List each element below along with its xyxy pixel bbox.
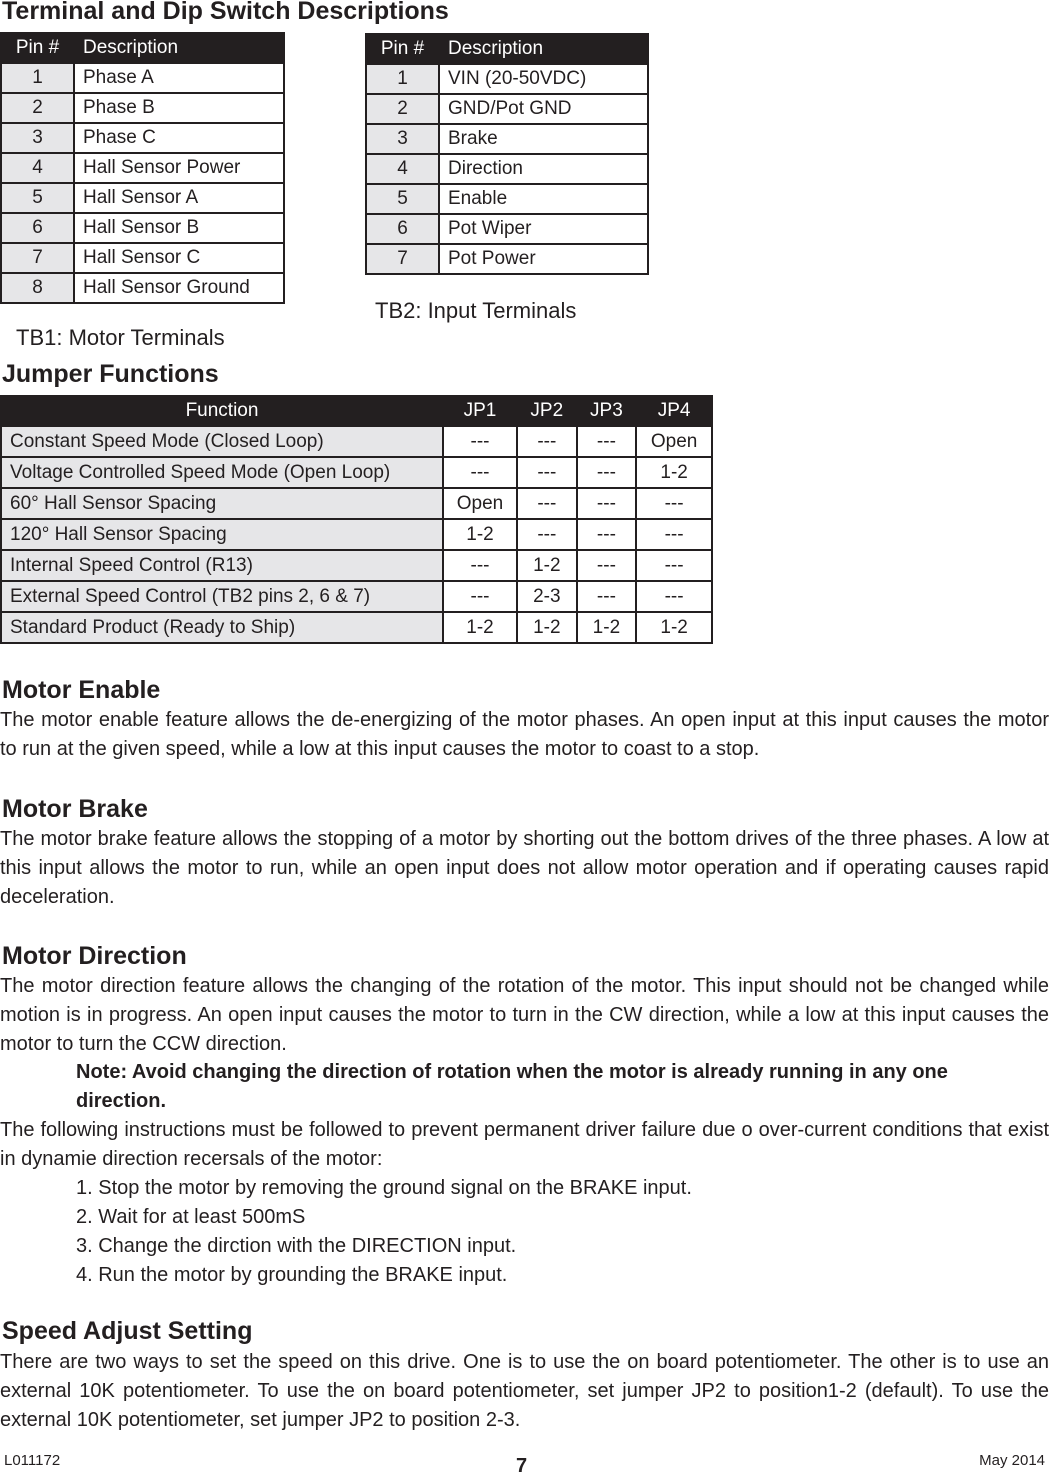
pin-cell: 5 [366,184,439,214]
function-cell: Standard Product (Ready to Ship) [1,612,443,643]
pin-cell: 4 [1,153,74,183]
function-cell: Constant Speed Mode (Closed Loop) [1,426,443,457]
table-row [1,581,712,612]
description-cell: Hall Sensor Power [74,153,284,183]
jumper-cell: Open [636,426,712,457]
table-row [366,184,648,214]
col-header: Pin # [1,33,74,63]
direction-heading: Motor Direction [2,942,187,970]
description-cell: Direction [439,154,648,184]
pin-cell: 7 [366,244,439,274]
table-row [366,124,648,154]
description-cell: Phase B [74,93,284,123]
function-cell: Internal Speed Control (R13) [1,550,443,581]
table-row [1,123,284,153]
table-row [366,244,648,274]
jumper-cell: 1-2 [577,612,637,643]
tb2-table [365,33,649,275]
tb2-caption: TB2: Input Terminals [375,298,577,323]
jumper-cell: --- [577,488,637,519]
jumper-cell: 1-2 [517,612,577,643]
table-row [1,273,284,303]
jumper-cell: --- [517,519,577,550]
jumper-cell: 1-2 [636,612,712,643]
table-row [366,214,648,244]
step-item: 4. Run the motor by grounding the BRAKE input. [76,1264,508,1286]
table-row [1,63,284,93]
function-cell: Voltage Controlled Speed Mode (Open Loop) [1,457,443,488]
col-header: Pin # [366,34,439,64]
table-row [1,426,712,457]
jumper-cell: --- [443,426,517,457]
enable-text: The motor enable feature allows the de-energizing of the motor phases. An open input at this input causes the motor to run at the given speed, while a low at this input causes the motor to coast to a stop. [0,709,1049,760]
jumper-cell: 1-2 [443,612,517,643]
pin-cell: 7 [1,243,74,273]
description-cell: Hall Sensor Ground [74,273,284,303]
jumper-cell: --- [636,488,712,519]
direction-note: Note: Avoid changing the direction of rotation when the motor is already running in any one direction. [76,1061,948,1112]
jumper-cell: --- [636,550,712,581]
description-cell: VIN (20-50VDC) [439,64,648,94]
table-row [366,154,648,184]
description-cell: Pot Wiper [439,214,648,244]
description-cell: GND/Pot GND [439,94,648,124]
pin-cell: 2 [366,94,439,124]
page-number: 7 [516,1455,528,1476]
step-item: 1. Stop the motor by removing the ground signal on the BRAKE input. [76,1177,692,1199]
brake-text: The motor brake feature allows the stopping of a motor by shorting out the bottom drives of the three phases. A low at this input allows the motor to run, while an open input does not allow motor operation and if operating causes rapid deceleration. [0,828,1049,908]
jumper-cell: --- [443,550,517,581]
pin-cell: 4 [366,154,439,184]
table-row [1,153,284,183]
jumper-cell: --- [517,457,577,488]
table-row [1,550,712,581]
enable-heading: Motor Enable [2,676,161,704]
jumper-cell: 2-3 [517,581,577,612]
pin-cell: 3 [366,124,439,154]
speed-heading: Speed Adjust Setting [2,1317,253,1345]
table-row [1,213,284,243]
col-header: JP4 [636,396,712,426]
jumper-heading: Jumper Functions [2,360,219,388]
jumper-cell: --- [517,426,577,457]
jumper-cell: --- [517,488,577,519]
description-cell: Hall Sensor B [74,213,284,243]
jumper-cell: --- [577,457,637,488]
tb1-caption: TB1: Motor Terminals [16,325,225,350]
description-cell: Phase C [74,123,284,153]
table-row [1,457,712,488]
jumper-cell: --- [577,426,637,457]
table-row [366,64,648,94]
description-cell: Hall Sensor A [74,183,284,213]
jumper-cell: Open [443,488,517,519]
pin-cell: 1 [366,64,439,94]
step-item: 3. Change the dirction with the DIRECTION input. [76,1235,517,1257]
jumper-cell: --- [443,457,517,488]
jumper-cell: --- [636,581,712,612]
jumper-cell: --- [443,581,517,612]
col-header: JP3 [577,396,637,426]
description-cell: Pot Power [439,244,648,274]
doc-number: L011172 [4,1452,61,1469]
speed-text: There are two ways to set the speed on this drive. One is to use the on board potentiometer. The other is to use an external 10K potentiometer. To use the on board potentiometer, set jumper JP2 to position1-2 (default). To use the external 10K potentiometer, set jumper JP2 to position 2-3. [0,1351,1049,1431]
pin-cell: 8 [1,273,74,303]
function-cell: External Speed Control (TB2 pins 2, 6 & 7) [1,581,443,612]
description-cell: Hall Sensor C [74,243,284,273]
description-cell: Enable [439,184,648,214]
page-title: Terminal and Dip Switch Descriptions [2,0,449,25]
col-header: JP1 [443,396,517,426]
description-cell: Brake [439,124,648,154]
jumper-cell: 1-2 [517,550,577,581]
table-row [1,183,284,213]
pin-cell: 6 [366,214,439,244]
jumper-cell: 1-2 [636,457,712,488]
pin-cell: 6 [1,213,74,243]
col-header: Function [1,396,443,426]
table-row [366,94,648,124]
step-item: 2. Wait for at least 500mS [76,1206,306,1228]
table-row [1,612,712,643]
description-cell: Phase A [74,63,284,93]
table-row [1,243,284,273]
col-header: Description [439,34,648,64]
jumper-table [0,395,713,644]
pin-cell: 3 [1,123,74,153]
jumper-cell: --- [577,581,637,612]
col-header: Description [74,33,284,63]
pin-cell: 5 [1,183,74,213]
table-row [1,488,712,519]
date: May 2014 [979,1452,1045,1469]
direction-text2: The following instructions must be followed to prevent permanent driver failure due o over-current conditions that exist in dynamie direction recersals of the motor: [0,1119,1049,1170]
jumper-cell: --- [577,550,637,581]
function-cell: 60° Hall Sensor Spacing [1,488,443,519]
jumper-cell: --- [577,519,637,550]
function-cell: 120° Hall Sensor Spacing [1,519,443,550]
direction-text: The motor direction feature allows the changing of the rotation of the motor. This input should not be changed while motion is in progress. An open input causes the motor to turn in the CW direction, while a low at this input causes the motor to turn the CCW direction. [0,975,1049,1055]
table-row [1,93,284,123]
brake-heading: Motor Brake [2,795,148,823]
table-row [1,519,712,550]
tb1-table [0,32,285,304]
steps-list [0,1174,1049,1290]
pin-cell: 1 [1,63,74,93]
jumper-cell: 1-2 [443,519,517,550]
col-header: JP2 [517,396,577,426]
pin-cell: 2 [1,93,74,123]
jumper-cell: --- [636,519,712,550]
